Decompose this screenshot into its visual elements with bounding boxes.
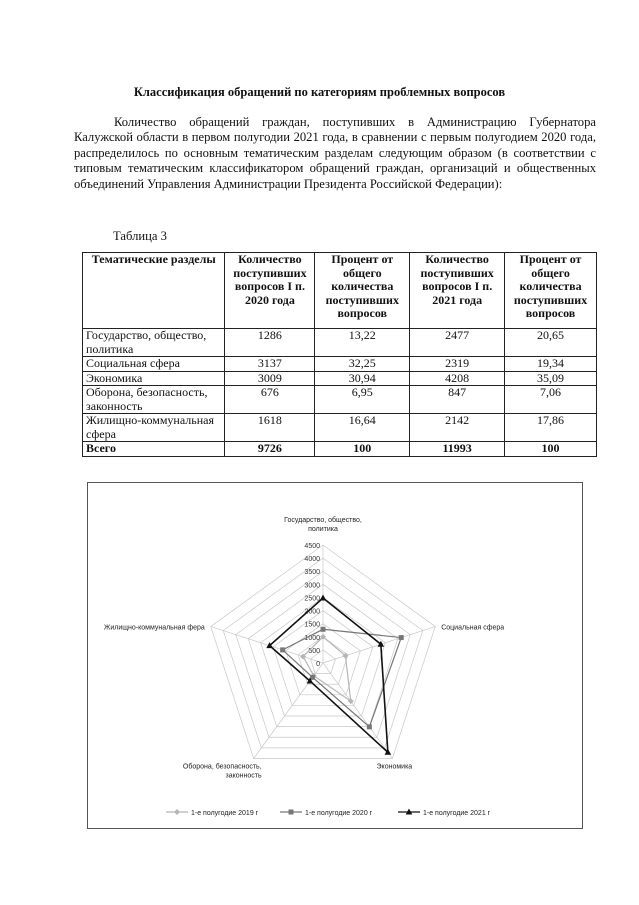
table-cell: 19,34 [505,357,597,372]
table-cell: 676 [225,386,315,414]
radar-chart [88,483,582,828]
table-cell: 35,09 [505,371,597,386]
table-row [83,357,597,372]
table-cell: 30,94 [315,371,410,386]
table-cell: 847 [410,386,505,414]
tick-label: 500 [308,647,320,655]
table-row [83,329,597,357]
table-cell: Оборона, безопасность, законность [83,386,225,414]
category-label: Экономика [376,763,413,771]
table-cell: 2142 [410,414,505,442]
data-point [367,724,372,729]
data-point [399,635,404,640]
tick-label: 0 [316,661,320,668]
table-cell: 32,25 [315,357,410,372]
tick-label: 2000 [304,608,320,616]
table-cell: 1618 [225,414,315,442]
table-cell: Всего [83,442,225,457]
table-caption: Таблица 3 [113,229,167,243]
table-cell: Социальная сфера [83,357,225,372]
tick-label: 1000 [304,634,320,642]
table-header-cell: Тематические разделы [83,253,225,329]
legend-label: 1-е полугодие 2019 г [191,810,259,817]
table-cell: 9726 [225,442,315,457]
category-label: Жилищно-коммунальная фера [103,624,205,632]
table-cell: 3009 [225,371,315,386]
table-cell: 7,06 [505,386,597,414]
table-cell: 6,95 [315,386,410,414]
table-cell: 11993 [410,442,505,457]
table-header-cell: Количество поступивших вопросов I п. 2020 года [225,253,315,329]
tick-label: 3000 [304,582,320,590]
table-row [83,386,597,414]
category-label: Оборона, безопасность, законность [182,763,262,780]
table-cell: 3137 [225,357,315,372]
table-cell: 100 [315,442,410,457]
data-point [321,627,326,632]
data-point [174,809,180,815]
table-total-row [83,442,597,457]
table-cell: 13,22 [315,329,410,357]
data-point [280,647,285,652]
data-point [289,810,294,815]
tick-label: 4000 [304,556,320,564]
page-title: Классификация обращений по категориям проблемных вопросов [133,85,506,99]
table-cell: 20,65 [505,329,597,357]
legend-label: 1-е полугодие 2021 г [423,810,491,817]
tick-label: 3500 [304,569,320,577]
table-cell: 2477 [410,329,505,357]
table-cell: 1286 [225,329,315,357]
table-cell: 17,86 [505,414,597,442]
table-cell: 4208 [410,371,505,386]
table-cell: 2319 [410,357,505,372]
tick-label: 2500 [304,595,320,603]
category-label: Государство, общество, политика [284,517,362,533]
table-cell: 100 [505,442,597,457]
grid-spoke [323,663,392,758]
table-cell: Государство, общество, политика [83,329,225,357]
tick-label: 4500 [304,543,320,550]
table-header-cell: Процент от общего количества поступивших вопросов [505,253,597,329]
table-cell: Экономика [83,371,225,386]
table-cell: 16,64 [315,414,410,442]
data-point [320,595,327,601]
table-row [83,371,597,386]
table-header-row [83,253,597,329]
legend-label: 1-е полугодие 2020 г [305,810,373,817]
category-label: Социальная сфера [441,624,505,632]
radar-chart-frame [87,482,583,829]
table-header-cell: Количество поступивших вопросов I п. 2021 года [410,253,505,329]
table-cell: Жилищно-коммунальная сфера [83,414,225,442]
table-row [83,414,597,442]
table-header-cell: Процент от общего количества поступивших вопросов [315,253,410,329]
intro-paragraph: Количество обращений граждан, поступивших в Администрацию Губернатора Калужской области в первом полугодии 2021 года, в сравнении с первым полугодием 2020 года, распределилось по основным тематическим разделам следующим образом (в соответствии с типовым тематическим классификатором обращений граждан, организаций и общественных объединений Управления Администрации Президента Российской Федерации): [74,115,596,191]
tick-label: 1500 [304,621,320,629]
data-table [82,252,597,457]
